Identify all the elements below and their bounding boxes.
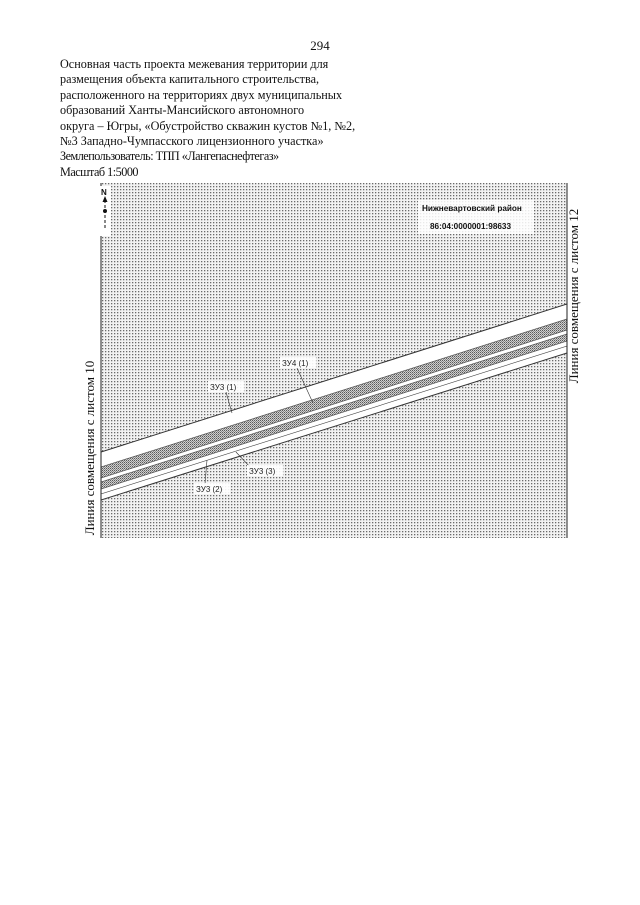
district-label: Нижневартовский район <box>422 204 522 213</box>
parcel-label-zu3-2: ЗУ3 (2) <box>196 485 223 494</box>
left-match-line-label: Линия совмещения с листом 10 <box>82 360 97 536</box>
parcel-label-zu3-3: ЗУ3 (3) <box>249 467 276 476</box>
right-match-line-label: Линия совмещения с листом 12 <box>566 208 581 384</box>
north-arrow-label: N <box>101 188 107 197</box>
map-scale: Масштаб 1:5000 <box>60 164 139 179</box>
page-number: 294 <box>310 38 330 53</box>
header-line-3: расположенного на территориях двух муниципальных <box>60 87 343 102</box>
header-line-1: Основная часть проекта межевания территории для <box>60 57 329 71</box>
header-line-4: образований Ханты-Мансийского автономного <box>60 103 305 118</box>
header-line-6: №3 Западно-Чумпасского лицензионного участка» <box>60 134 324 149</box>
parcel-label-zu3-1: ЗУ3 (1) <box>210 383 237 392</box>
cadastral-number: 86:04:0000001:98633 <box>430 222 512 231</box>
land-user: Землепользователь: ТПП «Лангепаснефтегаз» <box>60 149 279 164</box>
header-line-5: округа – Югры, «Обустройство скважин кустов №1, №2, <box>60 118 356 133</box>
header-line-2: размещения объекта капитального строительства, <box>60 72 320 87</box>
parcel-label-zu4-1: ЗУ4 (1) <box>282 359 309 368</box>
